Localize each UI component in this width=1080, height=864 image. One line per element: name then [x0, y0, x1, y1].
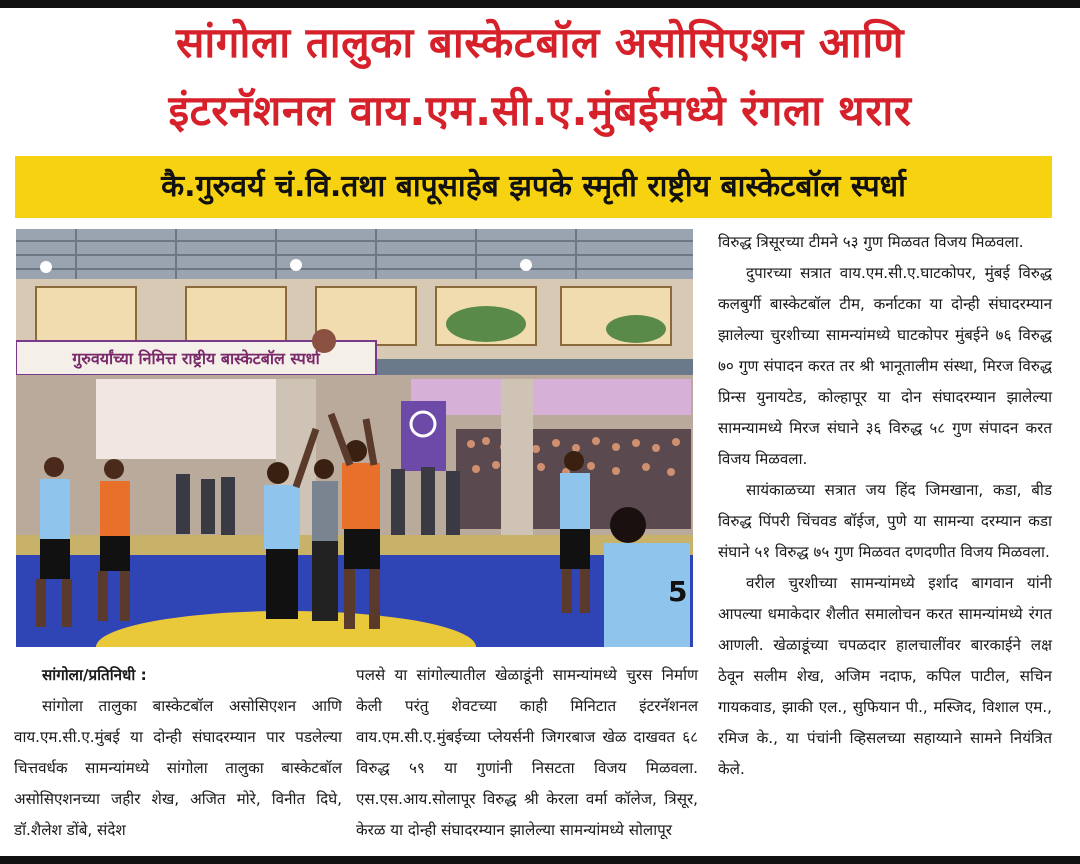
headline-line-2: इंटरनॅशनल वाय.एम.सी.ए.मुंबईमध्ये रंगला थरार: [168, 86, 912, 135]
basketball-match-illustration: [16, 229, 693, 647]
paragraph-3: सायंकाळच्या सत्रात जय हिंद जिमखाना, कडा, बीड विरुद्ध पिंपरी चिंचवड बॉईज, पुणे या सामन्या दरम्यान कडा संघाने ५१ विरुद्ध ७५ गुण मिळवत दणदणीत विजय मिळवला.: [718, 481, 1052, 561]
player-center-grey: [312, 459, 338, 621]
paragraph-4: वरील चुरशीच्या सामन्यांमध्ये इर्शाद बागवान यांनी आपल्या धमाकेदार शैलीत समालोचन करत सामन्यांमध्ये रंगत आणली. खेळाडूंच्या चपळदार हालचालींवर बारकाईने लक्ष ठेवून सलीम शेख, अजिम नदाफ, कपिल पाटील, सचिन गायकवाड, झाकी एल., सुफियान पी., मस्जिद, विशाल एम., रमिज के., या पंचांनी व्हिसलच्या सहाय्याने सामने नियंत्रित केले.: [718, 574, 1052, 778]
top-border: [0, 0, 1080, 8]
paragraph-2: दुपारच्या सत्रात वाय.एम.सी.ए.घाटकोपर, मुंबई विरुद्ध कलबुर्गी बास्केटबॉल टीम, कर्नाटका या दोन्ही संघादरम्यान झालेल्या चुरशीच्या सामन्यांमध्ये घाटकोपर मुंबईने ७६ विरुद्ध ७० गुण संपादन करत तर श्री भानूतालीम संस्था, मिरज विरुद्ध प्रिन्स युनायटेड, कोल्हापूर या दोन संघादरम्यान झालेल्या सामन्यामध्ये मिरज संघाने ३६ विरुद्ध ५८ गुण संपादन करत विजय मिळवला.: [718, 264, 1052, 468]
paragraph-1: विरुद्ध त्रिसूरच्या टीमने ५३ गुण मिळवत विजय मिळवला.: [718, 233, 1024, 251]
basketball-photo: [16, 229, 693, 647]
paragraph-middle: पलसे या सांगोल्यातील खेळाडूंनी सामन्यांमध्ये चुरस निर्माण केली परंतु शेवटच्या काही मिनिटात इंटरनॅशनल वाय.एम.सी.ए.मुंबईच्या प्लेयर्सनी जिगरबाज खेळ दाखवत ६८ विरुद्ध ५९ या गुणांनी निसटता विजय मिळवला. एस.एस.आय.सोलापूर विरुद्ध श्री केरला वर्मा कॉलेज, त्रिसूर, केरळ या दोन्ही संघादरम्यान झालेल्या सामन्यांमध्ये सोलापूर: [356, 666, 698, 839]
bottom-border: [0, 856, 1080, 864]
subtitle-banner: कै.गुरुवर्य चं.वि.तथा बापूसाहेब झपके स्मृती राष्ट्रीय बास्केटबॉल स्पर्धा: [15, 156, 1052, 218]
article-column-right: [718, 227, 1052, 785]
article-column-middle: [356, 660, 698, 846]
svg-text:5: 5: [668, 575, 688, 608]
dateline: सांगोला/प्रतिनिधी :: [42, 666, 147, 684]
headline-line-1: सांगोला तालुका बास्केटबॉल असोसिएशन आणि: [176, 18, 904, 67]
ball: [312, 329, 336, 353]
paragraph-left: सांगोला तालुका बास्केटबॉल असोसिएशन आणि वाय.एम.सी.ए.मुंबई या दोन्ही संघादरम्यान पार पडलेल्या चित्तवर्धक सामन्यांमध्ये सांगोला तालुका बास्केटबॉल असोसिएशनच्या जहीर शेख, अजित मोरे, विनीत दिघे, डॉ.शैलेश डोंबे, संदेश: [14, 697, 342, 839]
hall-banner-text: गुरुवर्यांच्या निमित्त राष्ट्रीय बास्केटबॉल स्पर्धा: [72, 349, 320, 368]
article-column-left: [14, 660, 342, 846]
